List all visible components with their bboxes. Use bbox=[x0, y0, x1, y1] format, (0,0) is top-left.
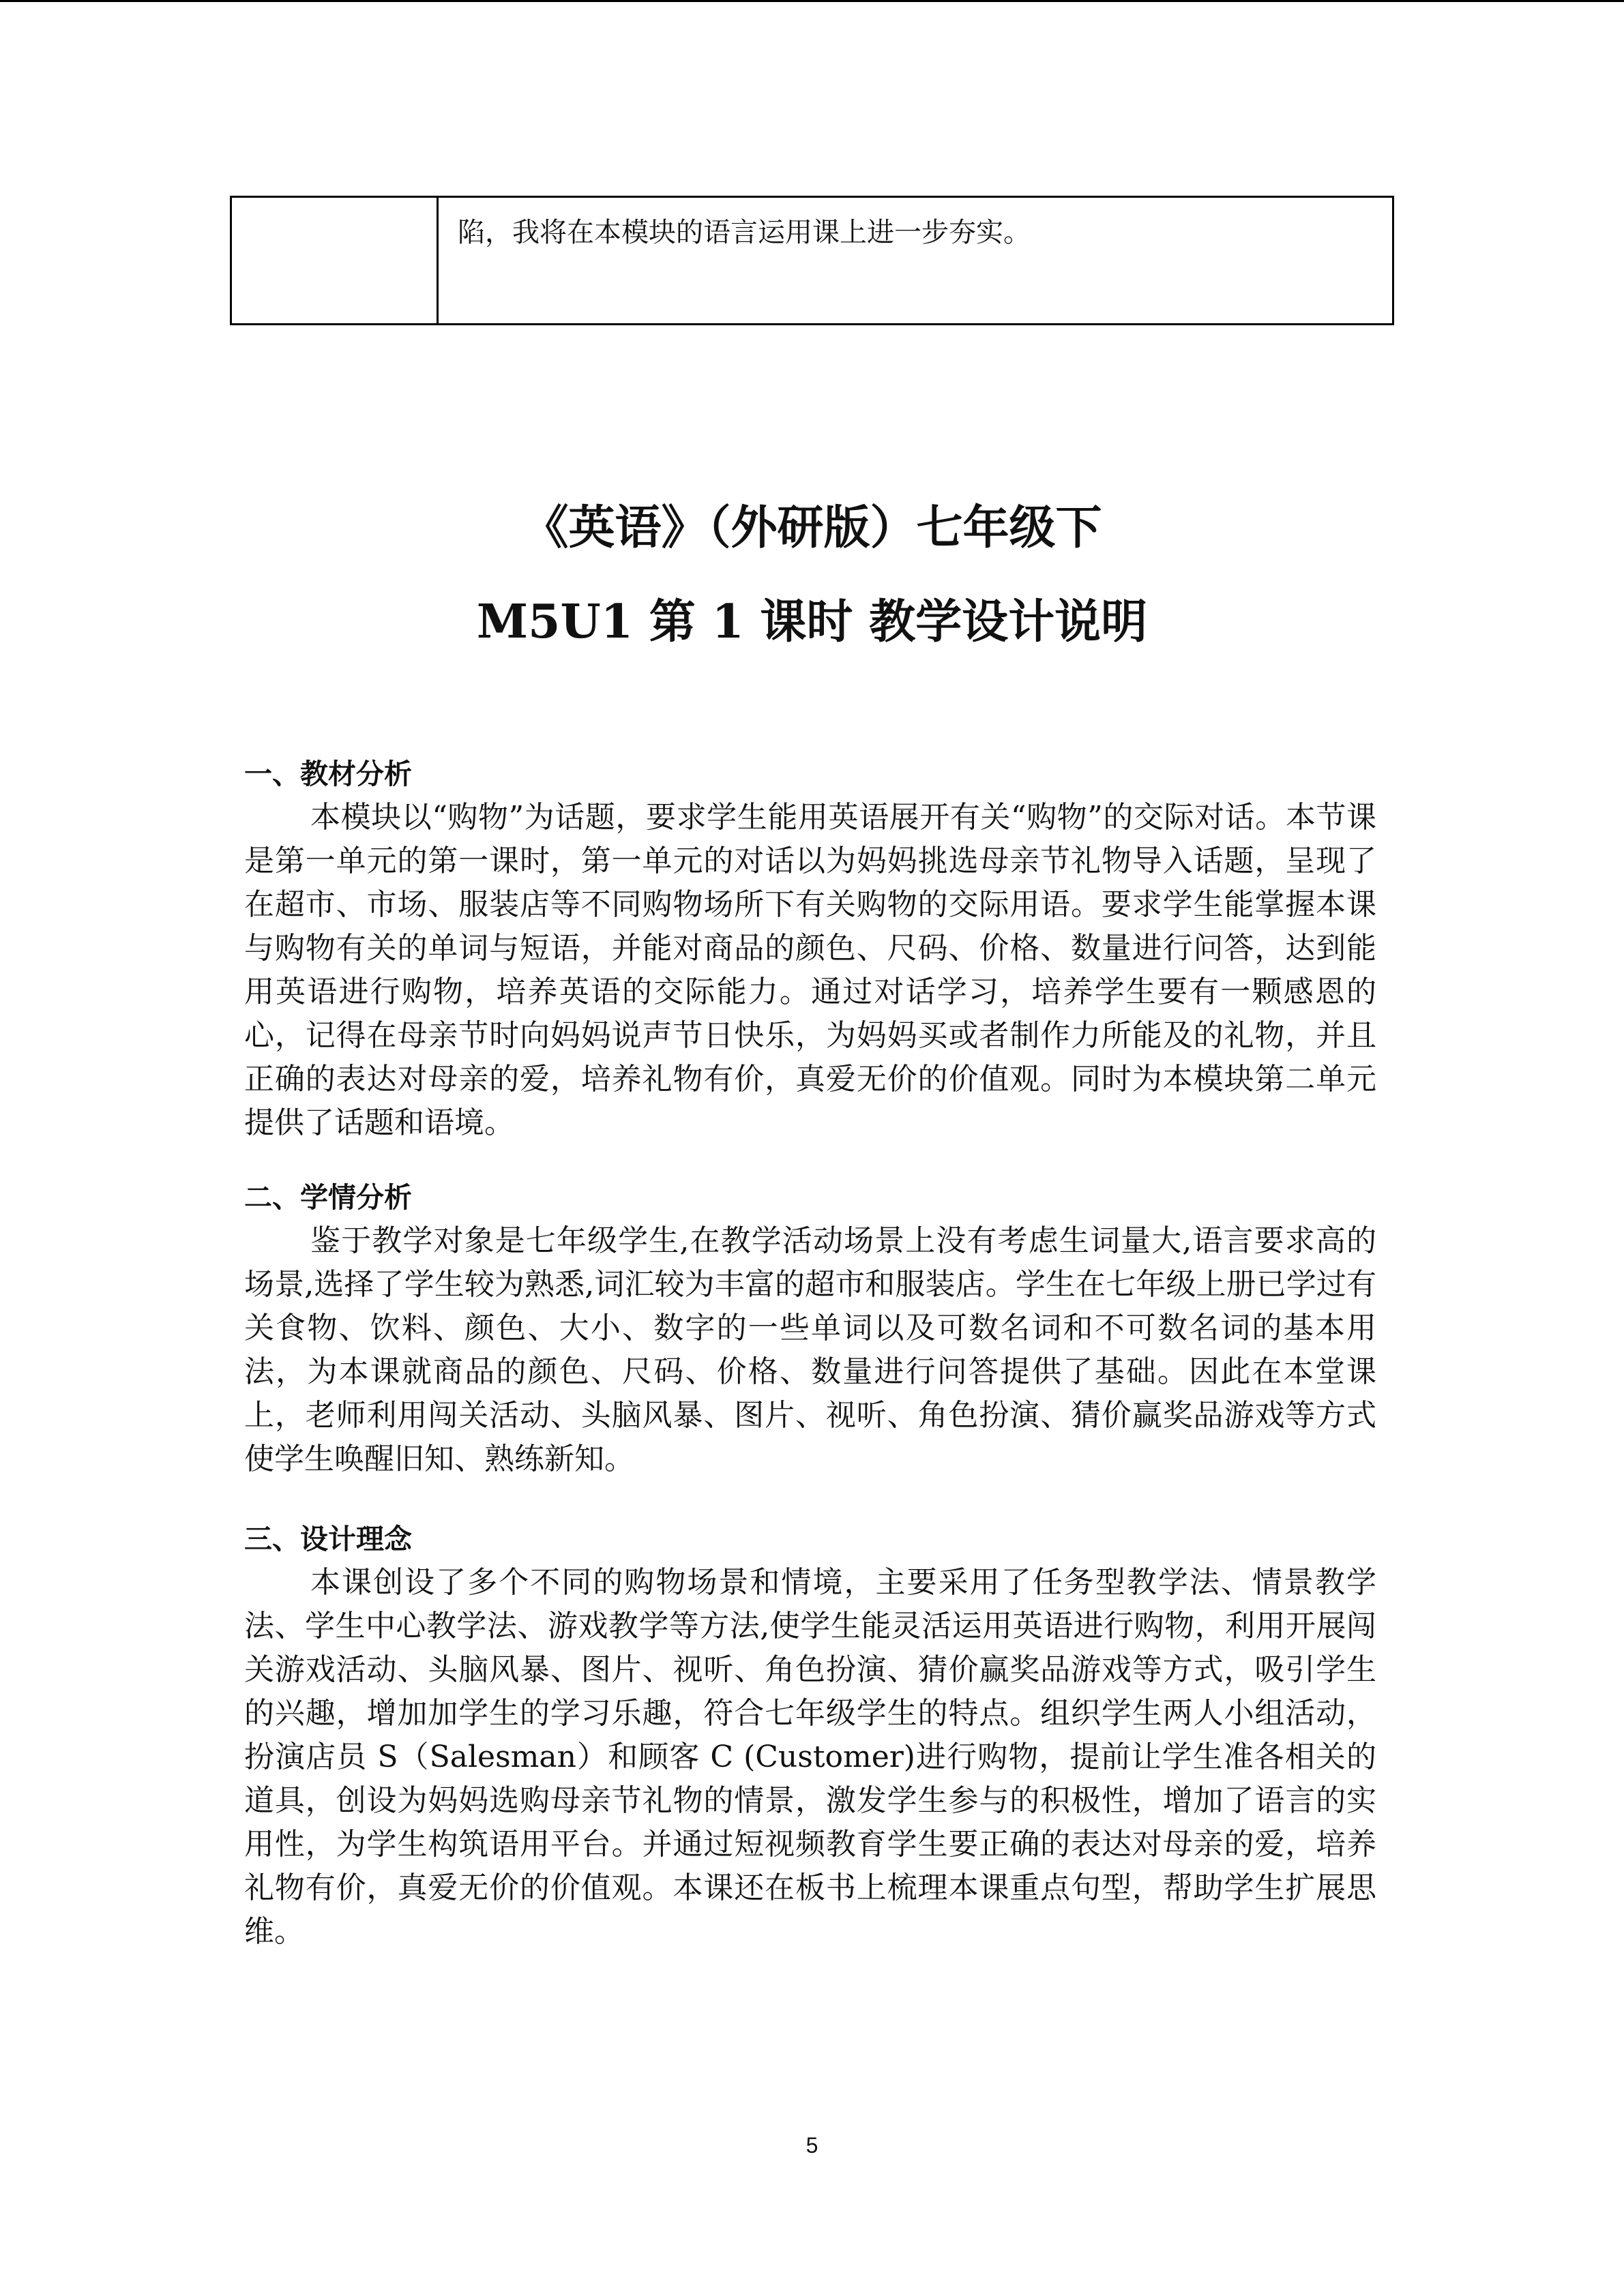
title-line-2: M5U1 第 1 课时 教学设计说明 bbox=[476, 595, 1148, 649]
table-cell-text: 陷，我将在本模块的语言运用课上进一步夯实。 bbox=[438, 197, 1393, 325]
section-learner-analysis bbox=[244, 1176, 1376, 1481]
section-heading: 二、学情分析 bbox=[244, 1181, 412, 1214]
section-body: 鉴于教学对象是七年级学生,在教学活动场景上没有考虑生词量大,语言要求高的场景,选择了学生较为熟悉,词汇较为丰富的超市和服装店。学生在七年级上册已学过有关食物、饮料、颜色、大小、数字的一些单词以及可数名词和不可数名词的基本用法，为本课就商品的颜色、尺码、价格、数量进行问答提供了基础。因此在本堂课上，老师利用闯关活动、头脑风暴、图片、视听、角色扮演、猜价赢奖品游戏等方式使学生唤醒旧知、熟练新知。 bbox=[244, 1223, 1376, 1476]
top-border-rule bbox=[0, 0, 1624, 2]
table-row bbox=[231, 197, 1393, 325]
section-body: 本课创设了多个不同的购物场景和情境，主要采用了任务型教学法、情景教学法、学生中心教学法、游戏教学等方法,使学生能灵活运用英语进行购物，利用开展闯关游戏活动、头脑风暴、图片、视听、角色扮演、猜价赢奖品游戏等方式，吸引学生的兴趣，增加加学生的学习乐趣，符合七年级学生的特点。组织学生两人小组活动，扮演店员 S（Salesman）和顾客 C (Customer)进行购物，提前让学生准各相关的道具，创设为妈妈选购母亲节礼物的情景，激发学生参与的积极性，增加了语言的实用性，为学生构筑语用平台。并通过短视频教育学生要正确的表达对母亲的爱，培养礼物有价，真爱无价的价值观。本课还在板书上梳理本课重点句型，帮助学生扩展思维。 bbox=[244, 1565, 1376, 1949]
title-line-1: 《英语》（外研版）七年级下 bbox=[522, 501, 1102, 555]
section-heading: 一、教材分析 bbox=[244, 758, 412, 790]
section-design-concept bbox=[244, 1517, 1376, 1954]
section-heading: 三、设计理念 bbox=[244, 1523, 412, 1555]
section-body: 本模块以“购物”为话题，要求学生能用英语展开有关“购物”的交际对话。本节课是第一单元的第一课时，第一单元的对话以为妈妈挑选母亲节礼物导入话题，呈现了在超市、市场、服装店等不同购物场所下有关购物的交际用语。要求学生能掌握本课与购物有关的单词与短语，并能对商品的颜色、尺码、价格、数量进行问答，达到能用英语进行购物，培养英语的交际能力。通过对话学习，培养学生要有一颗感恩的心，记得在母亲节时向妈妈说声节日快乐，为妈妈买或者制作力所能及的礼物，并且正确的表达对母亲的爱，培养礼物有价，真爱无价的价值观。同时为本模块第二单元提供了话题和语境。 bbox=[244, 800, 1376, 1140]
section-textbook-analysis bbox=[244, 752, 1376, 1145]
page-number: 5 bbox=[806, 2133, 818, 2158]
carryover-table bbox=[230, 196, 1394, 325]
document-title bbox=[0, 501, 1624, 649]
table-cell-empty bbox=[231, 197, 438, 325]
